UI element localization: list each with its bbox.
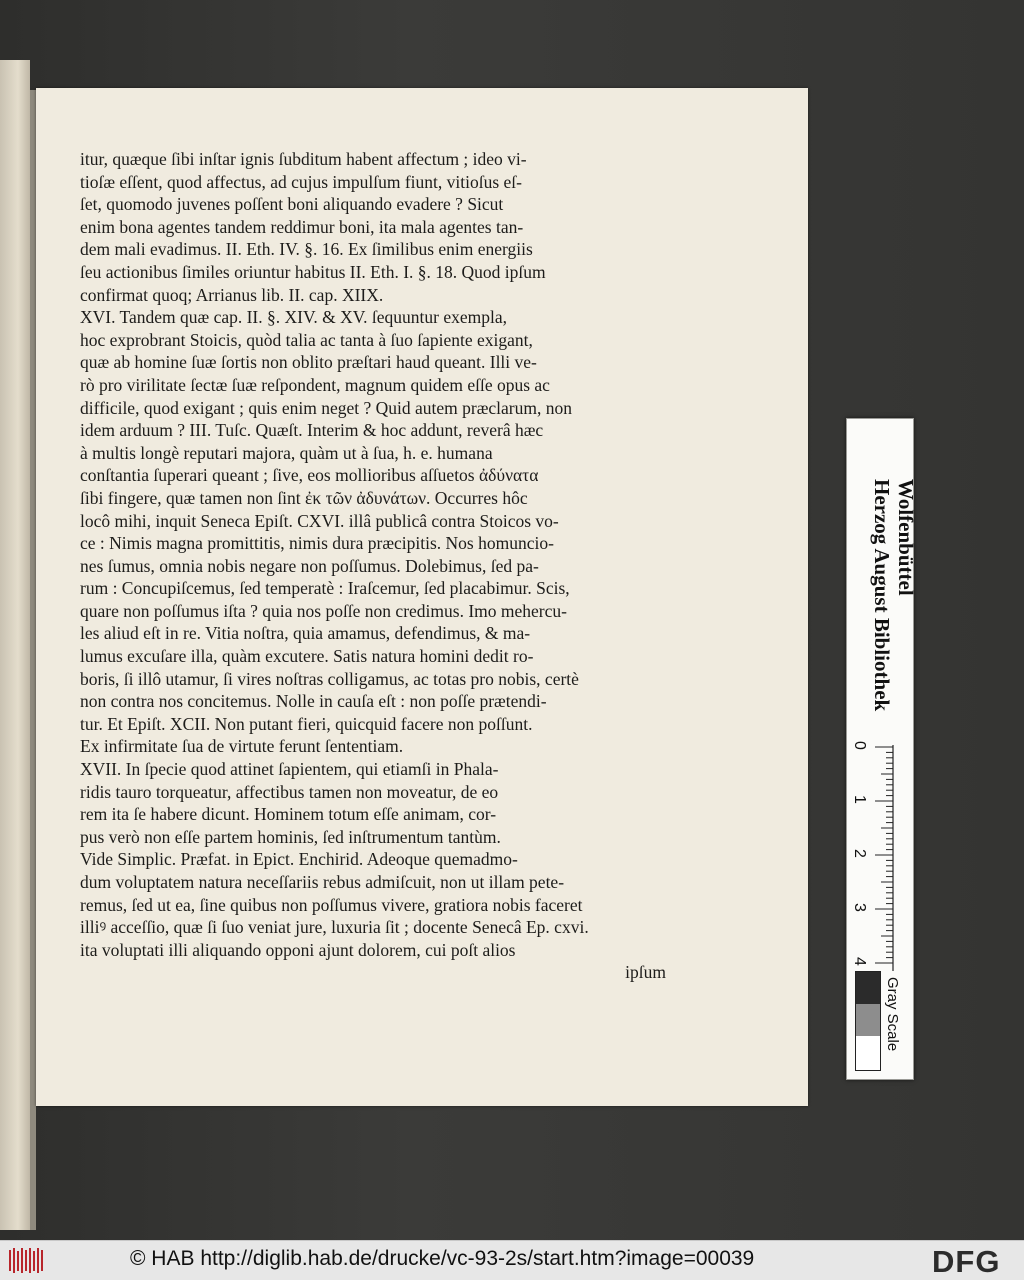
ruler-scale [851, 741, 909, 971]
text-line: lumus excuſare illa, quàm excutere. Satis natura homini dedit ro- [80, 646, 534, 667]
card-title [853, 477, 918, 747]
text-line: illiꝰ acceſſio, quæ ſi ſuo veniat jure, luxuria ſit ; docente Senecâ Ep. cxvi. [80, 917, 589, 938]
card-title-line2: Wolfenbüttel [894, 479, 918, 596]
text-line: ſet, quomodo juvenes poſſent boni aliquando evadere ? Sicut [80, 194, 504, 215]
text-line: les aliud eſt in re. Vitia noſtra, quia amamus, defendimus, & ma- [80, 623, 531, 644]
text-line: dum voluptatem natura neceſſariis rebus admiſcuit, non ut illam pete- [80, 872, 565, 892]
hab-logo-icon [8, 1247, 46, 1274]
footer-bar [0, 1240, 1024, 1280]
dfg-logo [930, 1244, 1018, 1279]
text-line: conſtantia ſuperari queant ; ſive, eos mollioribus aſſuetos ἀδύνατα [80, 465, 539, 486]
text-line: XVII. In ſpecie quod attinet ſapientem, qui etiamſi in Phala- [80, 759, 499, 780]
text-line: pus verò non eſſe partem hominis, ſed inſtrumentum tantùm. [80, 826, 501, 847]
page-text [80, 148, 672, 984]
text-line: tioſæ eſſent, quod affectus, ad cujus impulſum fiunt, vitioſus eſ- [80, 171, 522, 192]
footer-copyright-link[interactable]: © HAB http://diglib.hab.de/drucke/vc-93-2s/start.htm?image=00039 [130, 1247, 755, 1270]
text-line: ridis tauro torqueatur, affectibus tamen non moveatur, de eo [80, 781, 499, 802]
ruler-number: 0 [851, 741, 868, 750]
gray-scale-label [881, 975, 907, 1069]
text-line: quare non poſſumus iſta ? quia nos poſſe non credimus. Imo mehercu- [80, 600, 567, 621]
text-line: locô mihi, inquit Seneca Epiſt. CXVI. illâ publicâ contra Stoicos vo- [80, 510, 559, 531]
previous-page-edge [0, 60, 30, 1230]
text-line: Vide Simplic. Præfat. in Epict. Enchirid. Adeoque quemadmo- [80, 849, 518, 870]
ruler-number: 2 [851, 849, 868, 858]
gray-scale-patches [855, 971, 881, 1071]
text-line: remus, ſed ut ea, ſine quibus non poſſumus vivere, gratiora nobis faceret [80, 894, 583, 915]
text-line: Ex infirmitate ſua de virtute ferunt ſententiam. [80, 736, 404, 757]
text-line: à multis longè reputari majora, quàm ut à ſua, h. e. humana [80, 442, 493, 463]
svg-text:Gray Scale: Gray Scale [884, 977, 901, 1052]
text-line: ipſum [625, 962, 666, 983]
text-line: dem mali evadimus. II. Eth. IV. §. 16. Ex ſimilibus enim energiis [80, 239, 533, 260]
text-line: rum : Concupiſcemus, ſed temperatè : Iraſcemur, ſed placabimur. Scis, [80, 578, 570, 599]
gray-patch-dark [856, 972, 880, 1004]
ruler-number: 4 [851, 957, 868, 966]
ruler-number: 3 [851, 903, 868, 912]
text-line: XVI. Tandem quæ cap. II. §. XIV. & XV. ſequuntur exempla, [80, 307, 507, 328]
text-line: enim bona agentes tandem reddimur boni, ita mala agentes tan- [80, 216, 524, 237]
text-line: tur. Et Epiſt. XCII. Non putant fieri, quicquid facere non poſſunt. [80, 713, 533, 734]
text-line: itur, quæque ſibi inſtar ignis ſubditum habent affectum ; ideo vi- [80, 149, 527, 169]
svg-text:DFG: DFG [932, 1244, 1001, 1279]
text-line: quæ ab homine ſuæ ſortis non oblito præſtari haud queant. Illi ve- [80, 352, 537, 373]
text-line: difficile, quod exigant ; quis enim neget ? Quid autem præclarum, non [80, 397, 572, 418]
book-page [36, 88, 808, 1106]
text-line: non contra nos concitemus. Nolle in cauſa eſt : non poſſe prætendi- [80, 691, 547, 712]
text-line: ſibi fingere, quæ tamen non ſint ἐκ τῶν ἀδυνάτων. Occurres hôc [80, 487, 528, 508]
text-line: nes ſumus, omnia nobis negare non poſſumus. Dolebimus, ſed pa- [80, 555, 539, 576]
text-line: ſeu actionibus ſimiles oriuntur habitus II. Eth. I. §. 18. Quod ipſum [80, 261, 546, 282]
text-line: boris, ſi illô utamur, ſi vires noſtras colligamus, ac totas pro nobis, certè [80, 668, 579, 689]
text-line: rò pro virilitate ſectæ ſuæ reſpondent, magnum quidem eſſe opus ac [80, 374, 550, 395]
text-line: ce : Nimis magna promittitis, nimis dura præcipitis. Nos homuncio- [80, 533, 554, 554]
gray-patch-mid [856, 1004, 880, 1036]
color-reference-card [846, 418, 918, 1080]
text-line: ita voluptati illi aliquando opponi ajunt dolorem, cui poſt alios [80, 939, 516, 960]
card-title-line1: Herzog August Bibliothek [870, 479, 894, 712]
text-line: rem ita ſe habere dicunt. Hominem totum eſſe animam, cor- [80, 804, 497, 825]
gray-patch-white [856, 1036, 880, 1070]
text-line: hoc exprobrant Stoicis, quòd talia ac tanta à ſuo ſapiente exigant, [80, 329, 533, 350]
text-line: idem arduum ? III. Tuſc. Quæſt. Interim & hoc addunt, reverâ hæc [80, 420, 544, 441]
ruler-number: 1 [851, 795, 868, 804]
text-line: confirmat quoq; Arrianus lib. II. cap. XIIX. [80, 284, 384, 305]
